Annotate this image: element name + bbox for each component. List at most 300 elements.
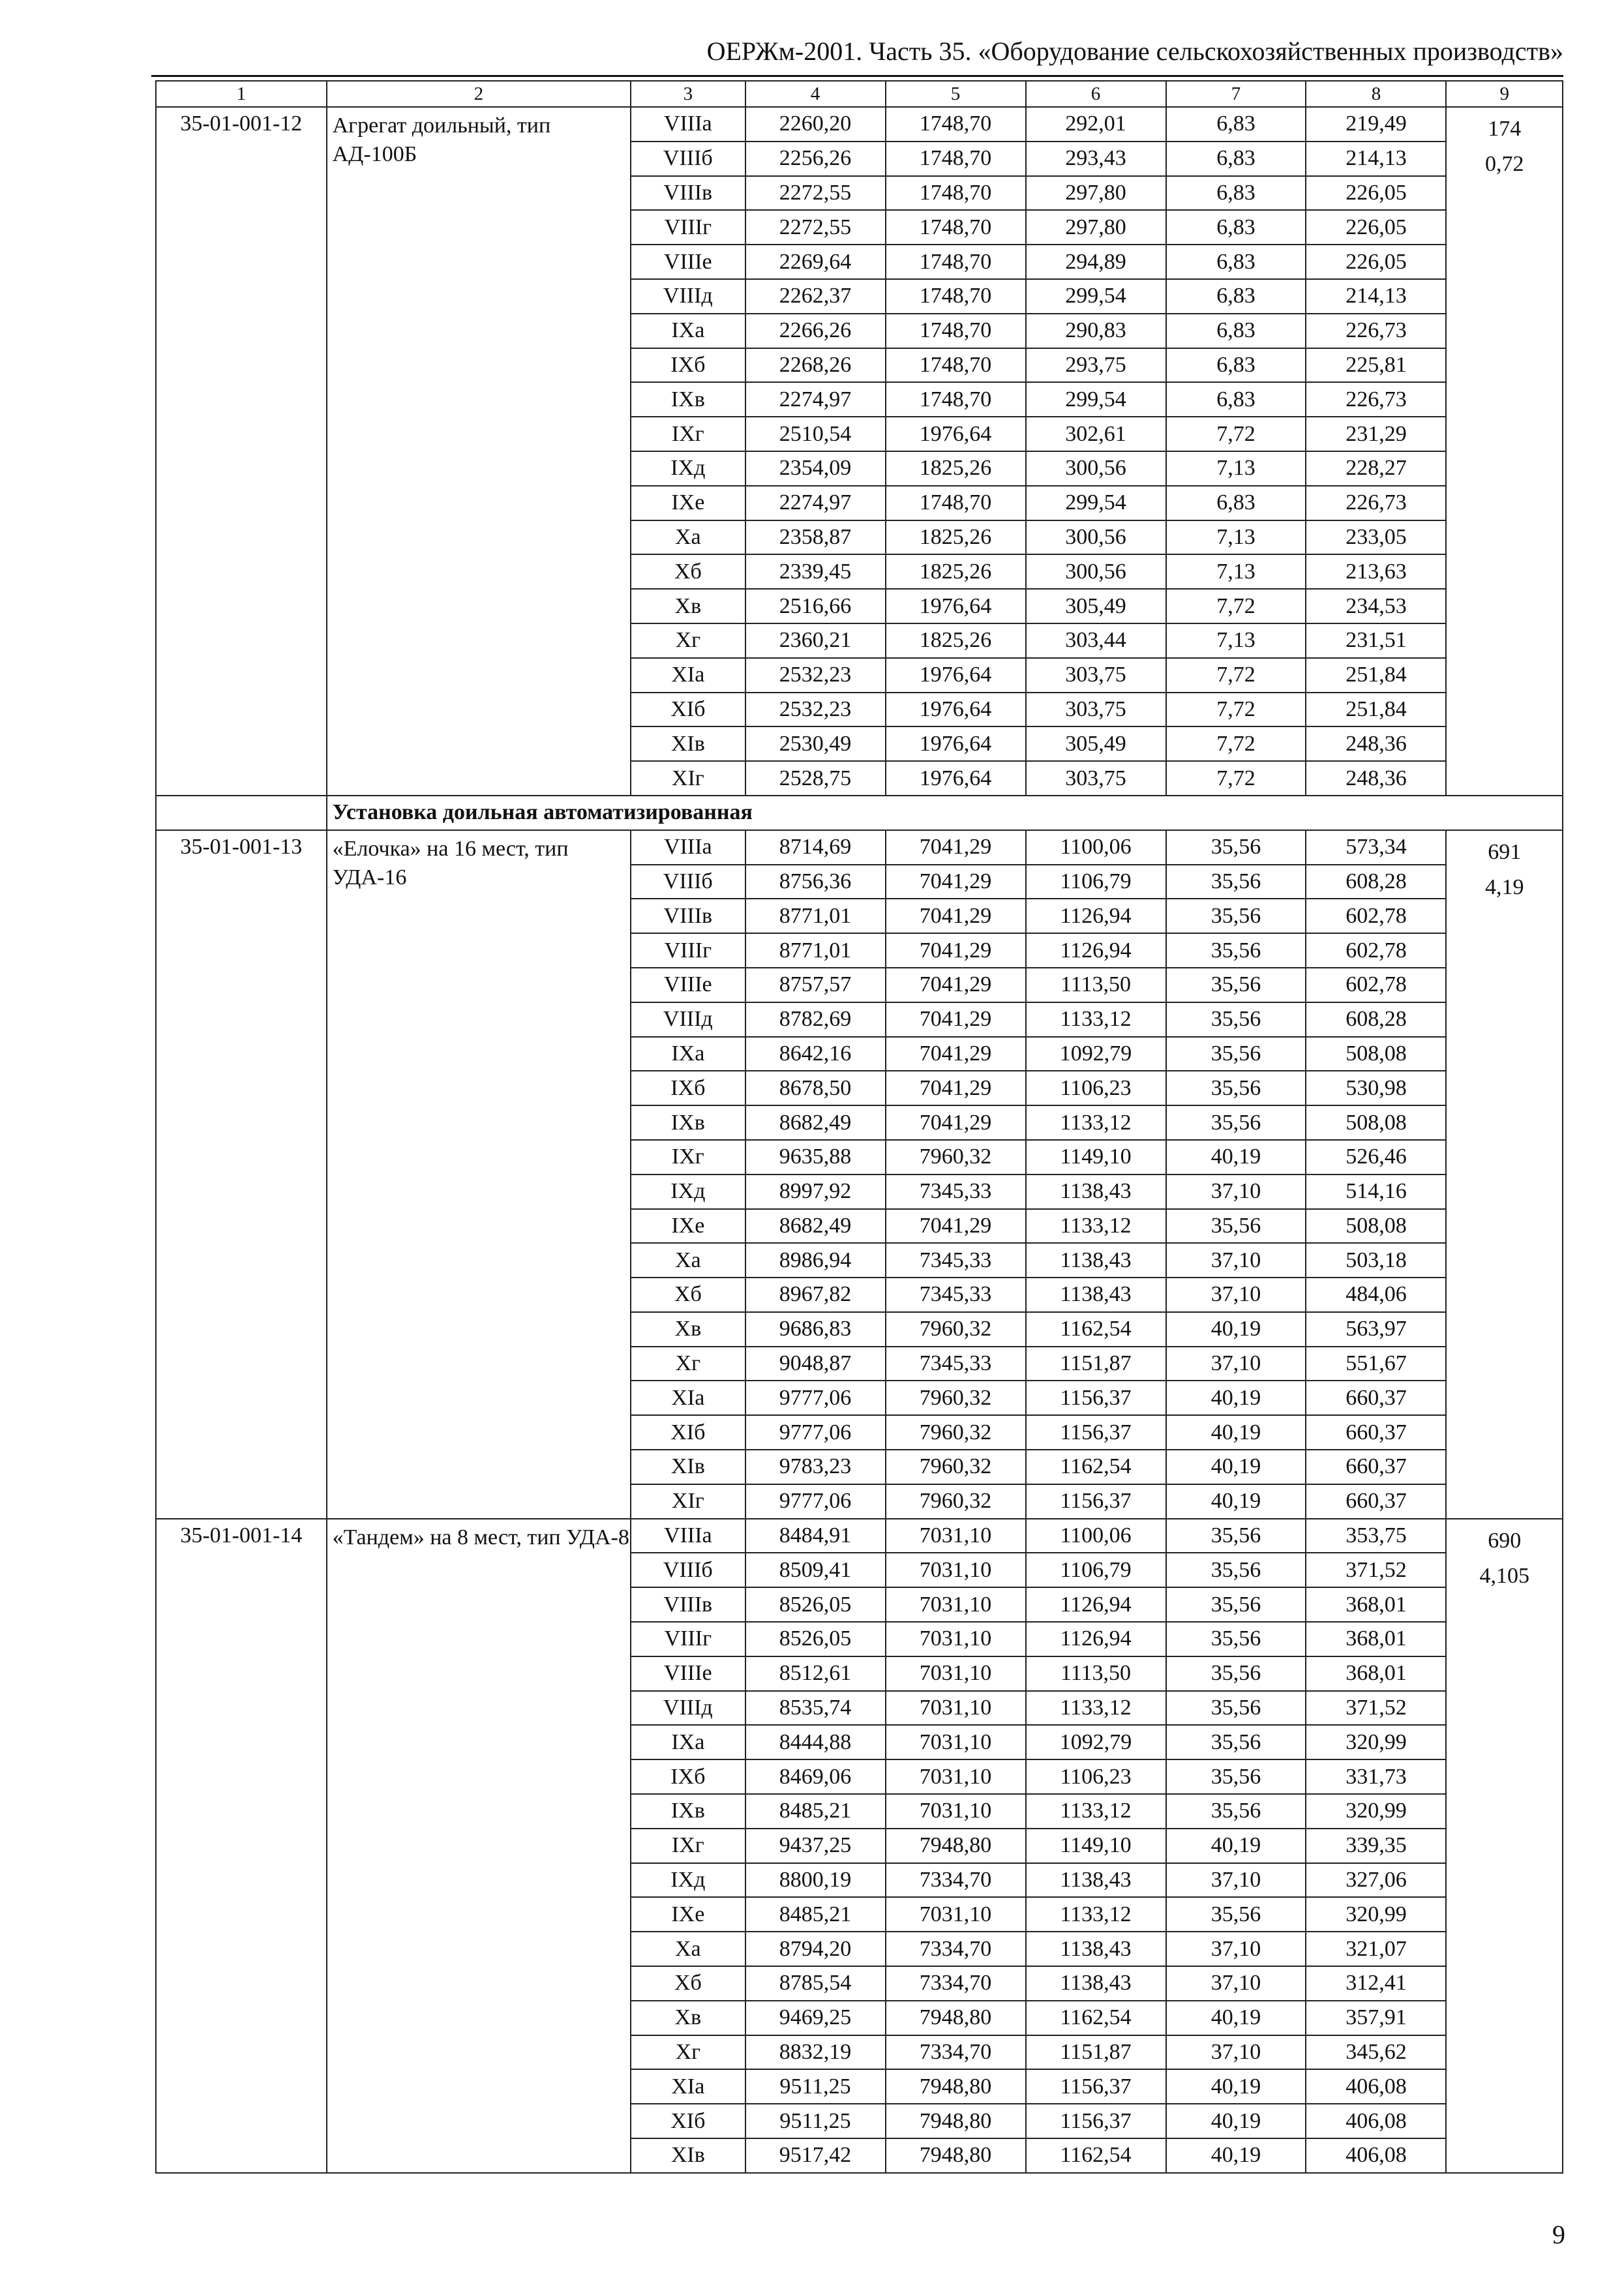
materials: 226,73 bbox=[1306, 486, 1446, 520]
wages: 7334,70 bbox=[886, 1966, 1026, 2001]
column-number: 1 bbox=[156, 81, 327, 107]
machinist-wages: 40,19 bbox=[1166, 2104, 1306, 2138]
total-cost: 9437,25 bbox=[745, 1829, 886, 1863]
wages: 7031,10 bbox=[886, 1656, 1026, 1691]
region-code: IXа bbox=[631, 1037, 745, 1071]
materials: 226,05 bbox=[1306, 176, 1446, 211]
materials: 228,27 bbox=[1306, 451, 1446, 486]
rates-table bbox=[155, 80, 1563, 2174]
total-cost: 2532,23 bbox=[745, 658, 886, 693]
region-code: Xб bbox=[631, 1278, 745, 1312]
wages: 1748,70 bbox=[886, 107, 1026, 142]
wages: 1976,64 bbox=[886, 761, 1026, 796]
wages: 7948,80 bbox=[886, 2069, 1026, 2104]
machine-operation: 293,75 bbox=[1026, 348, 1166, 383]
materials: 320,99 bbox=[1306, 1725, 1446, 1759]
machine-operation: 292,01 bbox=[1026, 107, 1166, 142]
materials: 234,53 bbox=[1306, 589, 1446, 623]
region-code: VIIIг bbox=[631, 1622, 745, 1656]
region-code: VIIIа bbox=[631, 107, 745, 142]
machine-operation: 299,54 bbox=[1026, 486, 1166, 520]
wages: 7031,10 bbox=[886, 1897, 1026, 1932]
total-cost: 8642,16 bbox=[745, 1037, 886, 1071]
machine-operation: 1138,43 bbox=[1026, 1174, 1166, 1209]
wages: 1976,64 bbox=[886, 726, 1026, 761]
total-cost: 2360,21 bbox=[745, 623, 886, 658]
machine-operation: 293,43 bbox=[1026, 142, 1166, 176]
machine-operation: 1133,12 bbox=[1026, 1794, 1166, 1829]
wages: 7041,29 bbox=[886, 1105, 1026, 1140]
wages: 7031,10 bbox=[886, 1794, 1026, 1829]
wages: 1825,26 bbox=[886, 623, 1026, 658]
machinist-wages: 40,19 bbox=[1166, 1829, 1306, 1863]
total-cost: 9783,23 bbox=[745, 1450, 886, 1484]
materials: 320,99 bbox=[1306, 1794, 1446, 1829]
wages: 7031,10 bbox=[886, 1587, 1026, 1622]
region-code: XIв bbox=[631, 726, 745, 761]
wages: 1825,26 bbox=[886, 520, 1026, 555]
machine-operation: 1138,43 bbox=[1026, 1966, 1166, 2001]
machine-operation: 297,80 bbox=[1026, 176, 1166, 211]
total-cost: 9635,88 bbox=[745, 1140, 886, 1174]
region-code: IXе bbox=[631, 1897, 745, 1932]
materials: 312,41 bbox=[1306, 1966, 1446, 2001]
machinist-wages: 35,56 bbox=[1166, 1037, 1306, 1071]
total-cost: 8509,41 bbox=[745, 1553, 886, 1587]
item-name: «Елочка» на 16 мест, тип УДА-16 bbox=[327, 830, 631, 1519]
machinist-wages: 35,56 bbox=[1166, 1691, 1306, 1726]
wages: 7345,33 bbox=[886, 1278, 1026, 1312]
header-rule bbox=[151, 75, 1563, 77]
machinist-wages: 35,56 bbox=[1166, 1725, 1306, 1759]
region-code: IXб bbox=[631, 1759, 745, 1794]
total-cost: 8771,01 bbox=[745, 933, 886, 968]
machine-operation: 305,49 bbox=[1026, 726, 1166, 761]
total-cost: 8771,01 bbox=[745, 899, 886, 933]
region-code: XIв bbox=[631, 2138, 745, 2173]
materials: 231,29 bbox=[1306, 417, 1446, 451]
total-cost: 2532,23 bbox=[745, 693, 886, 727]
machine-operation: 290,83 bbox=[1026, 314, 1166, 348]
total-cost: 2516,66 bbox=[745, 589, 886, 623]
total-cost: 8485,21 bbox=[745, 1897, 886, 1932]
region-code: VIIIб bbox=[631, 142, 745, 176]
machinist-wages: 6,83 bbox=[1166, 245, 1306, 279]
machine-operation: 1156,37 bbox=[1026, 2069, 1166, 2104]
section-row bbox=[156, 796, 1563, 830]
machinist-wages: 35,56 bbox=[1166, 933, 1306, 968]
machine-operation: 1151,87 bbox=[1026, 1347, 1166, 1381]
page-number: 9 bbox=[1552, 2220, 1565, 2249]
machinist-wages: 6,83 bbox=[1166, 176, 1306, 211]
machine-operation: 300,56 bbox=[1026, 554, 1166, 589]
wages: 1748,70 bbox=[886, 314, 1026, 348]
wages: 1748,70 bbox=[886, 210, 1026, 245]
wages: 7334,70 bbox=[886, 2035, 1026, 2070]
machine-operation: 1092,79 bbox=[1026, 1037, 1166, 1071]
total-cost: 2274,97 bbox=[745, 486, 886, 520]
region-code: IXв bbox=[631, 1105, 745, 1140]
machinist-wages: 35,56 bbox=[1166, 1071, 1306, 1105]
machinist-wages: 40,19 bbox=[1166, 1312, 1306, 1347]
item-mass: 174 bbox=[1488, 117, 1522, 141]
materials: 608,28 bbox=[1306, 865, 1446, 899]
machine-operation: 1133,12 bbox=[1026, 1002, 1166, 1037]
wages: 7345,33 bbox=[886, 1243, 1026, 1278]
materials: 331,73 bbox=[1306, 1759, 1446, 1794]
wages: 7345,33 bbox=[886, 1174, 1026, 1209]
region-code: Xг bbox=[631, 2035, 745, 2070]
machine-operation: 303,44 bbox=[1026, 623, 1166, 658]
total-cost: 8469,06 bbox=[745, 1759, 886, 1794]
materials: 321,07 bbox=[1306, 1932, 1446, 1966]
machine-operation: 1126,94 bbox=[1026, 1622, 1166, 1656]
machinist-wages: 35,56 bbox=[1166, 1209, 1306, 1244]
wages: 7031,10 bbox=[886, 1519, 1026, 1553]
wages: 7948,80 bbox=[886, 2138, 1026, 2173]
machinist-wages: 35,56 bbox=[1166, 1656, 1306, 1691]
section-title: Установка доильная автоматизированная bbox=[327, 796, 1563, 830]
region-code: VIIIб bbox=[631, 1553, 745, 1587]
wages: 7031,10 bbox=[886, 1759, 1026, 1794]
machine-operation: 297,80 bbox=[1026, 210, 1166, 245]
total-cost: 9777,06 bbox=[745, 1415, 886, 1450]
region-code: Xг bbox=[631, 1347, 745, 1381]
total-cost: 8484,91 bbox=[745, 1519, 886, 1553]
wages: 7960,32 bbox=[886, 1140, 1026, 1174]
region-code: IXв bbox=[631, 1794, 745, 1829]
total-cost: 8526,05 bbox=[745, 1622, 886, 1656]
machinist-wages: 35,56 bbox=[1166, 1002, 1306, 1037]
wages: 7031,10 bbox=[886, 1622, 1026, 1656]
machine-operation: 1138,43 bbox=[1026, 1932, 1166, 1966]
machine-operation: 299,54 bbox=[1026, 279, 1166, 314]
machinist-wages: 37,10 bbox=[1166, 1347, 1306, 1381]
wages: 7031,10 bbox=[886, 1691, 1026, 1726]
region-code: XIб bbox=[631, 2104, 745, 2138]
total-cost: 8756,36 bbox=[745, 865, 886, 899]
materials: 371,52 bbox=[1306, 1691, 1446, 1726]
total-cost: 2269,64 bbox=[745, 245, 886, 279]
region-code: IXа bbox=[631, 1725, 745, 1759]
region-code: VIIIа bbox=[631, 830, 745, 865]
total-cost: 9686,83 bbox=[745, 1312, 886, 1347]
machinist-wages: 40,19 bbox=[1166, 2069, 1306, 2104]
machinist-wages: 6,83 bbox=[1166, 210, 1306, 245]
machine-operation: 1156,37 bbox=[1026, 1381, 1166, 1415]
wages: 1748,70 bbox=[886, 382, 1026, 417]
machine-operation: 1162,54 bbox=[1026, 2001, 1166, 2035]
materials: 251,84 bbox=[1306, 693, 1446, 727]
machine-operation: 1126,94 bbox=[1026, 899, 1166, 933]
total-cost: 8794,20 bbox=[745, 1932, 886, 1966]
total-cost: 8757,57 bbox=[745, 968, 886, 1002]
materials: 226,05 bbox=[1306, 210, 1446, 245]
materials: 371,52 bbox=[1306, 1553, 1446, 1587]
materials: 339,35 bbox=[1306, 1829, 1446, 1863]
wages: 1976,64 bbox=[886, 693, 1026, 727]
wages: 1748,70 bbox=[886, 176, 1026, 211]
column-number: 6 bbox=[1026, 81, 1166, 107]
column-number-row bbox=[156, 81, 1563, 107]
machinist-wages: 6,83 bbox=[1166, 142, 1306, 176]
table-row bbox=[156, 1519, 1563, 1553]
materials: 345,62 bbox=[1306, 2035, 1446, 2070]
machine-operation: 1138,43 bbox=[1026, 1243, 1166, 1278]
total-cost: 2510,54 bbox=[745, 417, 886, 451]
total-cost: 2256,26 bbox=[745, 142, 886, 176]
region-code: IXа bbox=[631, 314, 745, 348]
machine-operation: 1113,50 bbox=[1026, 968, 1166, 1002]
machinist-wages: 6,83 bbox=[1166, 348, 1306, 383]
total-cost: 8986,94 bbox=[745, 1243, 886, 1278]
total-cost: 8526,05 bbox=[745, 1587, 886, 1622]
materials: 660,37 bbox=[1306, 1381, 1446, 1415]
materials: 357,91 bbox=[1306, 2001, 1446, 2035]
total-cost: 9511,25 bbox=[745, 2069, 886, 2104]
machinist-wages: 37,10 bbox=[1166, 2035, 1306, 2070]
wages: 7948,80 bbox=[886, 2104, 1026, 2138]
materials: 327,06 bbox=[1306, 1863, 1446, 1898]
region-code: IXб bbox=[631, 1071, 745, 1105]
machinist-wages: 40,19 bbox=[1166, 1415, 1306, 1450]
region-code: VIIIа bbox=[631, 1519, 745, 1553]
materials: 514,16 bbox=[1306, 1174, 1446, 1209]
wages: 1976,64 bbox=[886, 417, 1026, 451]
total-cost: 8800,19 bbox=[745, 1863, 886, 1898]
region-code: VIIIб bbox=[631, 865, 745, 899]
region-code: VIIIе bbox=[631, 1656, 745, 1691]
region-code: Xа bbox=[631, 520, 745, 555]
machinist-wages: 40,19 bbox=[1166, 1381, 1306, 1415]
materials: 214,13 bbox=[1306, 279, 1446, 314]
wages: 7960,32 bbox=[886, 1415, 1026, 1450]
materials: 219,49 bbox=[1306, 107, 1446, 142]
column-number: 3 bbox=[631, 81, 745, 107]
total-cost: 2262,37 bbox=[745, 279, 886, 314]
region-code: IXг bbox=[631, 1829, 745, 1863]
machinist-wages: 37,10 bbox=[1166, 1243, 1306, 1278]
wages: 1976,64 bbox=[886, 589, 1026, 623]
wages: 1825,26 bbox=[886, 554, 1026, 589]
column-number: 7 bbox=[1166, 81, 1306, 107]
materials: 508,08 bbox=[1306, 1105, 1446, 1140]
total-cost: 9048,87 bbox=[745, 1347, 886, 1381]
region-code: VIIIд bbox=[631, 1002, 745, 1037]
materials: 602,78 bbox=[1306, 899, 1446, 933]
machinist-wages: 35,56 bbox=[1166, 1587, 1306, 1622]
materials: 526,46 bbox=[1306, 1140, 1446, 1174]
total-cost: 2272,55 bbox=[745, 176, 886, 211]
total-cost: 9777,06 bbox=[745, 1381, 886, 1415]
machinist-wages: 6,83 bbox=[1166, 279, 1306, 314]
wages: 7031,10 bbox=[886, 1725, 1026, 1759]
region-code: VIIIв bbox=[631, 1587, 745, 1622]
region-code: XIб bbox=[631, 693, 745, 727]
machinist-wages: 37,10 bbox=[1166, 1966, 1306, 2001]
machinist-wages: 35,56 bbox=[1166, 1897, 1306, 1932]
wages: 7334,70 bbox=[886, 1932, 1026, 1966]
machine-operation: 1100,06 bbox=[1026, 830, 1166, 865]
materials: 602,78 bbox=[1306, 933, 1446, 968]
region-code: VIIIд bbox=[631, 279, 745, 314]
wages: 1976,64 bbox=[886, 658, 1026, 693]
total-cost: 8967,82 bbox=[745, 1278, 886, 1312]
machinist-wages: 7,72 bbox=[1166, 761, 1306, 796]
region-code: Xб bbox=[631, 1966, 745, 2001]
wages: 7041,29 bbox=[886, 1037, 1026, 1071]
machinist-wages: 40,19 bbox=[1166, 1450, 1306, 1484]
region-code: VIIIв bbox=[631, 176, 745, 211]
materials: 368,01 bbox=[1306, 1622, 1446, 1656]
materials: 320,99 bbox=[1306, 1897, 1446, 1932]
materials: 368,01 bbox=[1306, 1656, 1446, 1691]
machinist-wages: 7,13 bbox=[1166, 520, 1306, 555]
column-number: 4 bbox=[745, 81, 886, 107]
wages: 7041,29 bbox=[886, 1002, 1026, 1037]
item-meta bbox=[1446, 830, 1563, 1519]
total-cost: 2530,49 bbox=[745, 726, 886, 761]
wages: 7031,10 bbox=[886, 1553, 1026, 1587]
machinist-wages: 7,72 bbox=[1166, 417, 1306, 451]
wages: 1748,70 bbox=[886, 142, 1026, 176]
total-cost: 2260,20 bbox=[745, 107, 886, 142]
materials: 226,73 bbox=[1306, 382, 1446, 417]
total-cost: 8832,19 bbox=[745, 2035, 886, 2070]
machine-operation: 299,54 bbox=[1026, 382, 1166, 417]
materials: 530,98 bbox=[1306, 1071, 1446, 1105]
total-cost: 2266,26 bbox=[745, 314, 886, 348]
region-code: VIIIе bbox=[631, 968, 745, 1002]
machine-operation: 1133,12 bbox=[1026, 1105, 1166, 1140]
materials: 660,37 bbox=[1306, 1415, 1446, 1450]
total-cost: 8444,88 bbox=[745, 1725, 886, 1759]
region-code: VIIIд bbox=[631, 1691, 745, 1726]
materials: 248,36 bbox=[1306, 761, 1446, 796]
machinist-wages: 37,10 bbox=[1166, 1174, 1306, 1209]
total-cost: 2268,26 bbox=[745, 348, 886, 383]
total-cost: 8785,54 bbox=[745, 1966, 886, 2001]
region-code: VIIIг bbox=[631, 933, 745, 968]
materials: 484,06 bbox=[1306, 1278, 1446, 1312]
total-cost: 2272,55 bbox=[745, 210, 886, 245]
item-meta bbox=[1446, 1519, 1563, 2173]
wages: 7960,32 bbox=[886, 1381, 1026, 1415]
materials: 368,01 bbox=[1306, 1587, 1446, 1622]
item-name: «Тандем» на 8 мест, тип УДА-8 bbox=[327, 1519, 631, 2173]
region-code: Xб bbox=[631, 554, 745, 589]
machinist-wages: 35,56 bbox=[1166, 899, 1306, 933]
machine-operation: 1113,50 bbox=[1026, 1656, 1166, 1691]
machine-operation: 302,61 bbox=[1026, 417, 1166, 451]
wages: 7948,80 bbox=[886, 2001, 1026, 2035]
machinist-wages: 7,72 bbox=[1166, 726, 1306, 761]
section-blank-cell bbox=[156, 796, 327, 830]
region-code: IXб bbox=[631, 348, 745, 383]
total-cost: 2339,45 bbox=[745, 554, 886, 589]
wages: 7345,33 bbox=[886, 1347, 1026, 1381]
region-code: IXд bbox=[631, 1863, 745, 1898]
region-code: IXг bbox=[631, 1140, 745, 1174]
machine-operation: 1162,54 bbox=[1026, 1312, 1166, 1347]
region-code: XIг bbox=[631, 1484, 745, 1519]
machinist-wages: 7,13 bbox=[1166, 623, 1306, 658]
item-meta bbox=[1446, 107, 1563, 796]
machine-operation: 1156,37 bbox=[1026, 1415, 1166, 1450]
machine-operation: 300,56 bbox=[1026, 451, 1166, 486]
region-code: XIа bbox=[631, 658, 745, 693]
region-code: IXд bbox=[631, 451, 745, 486]
wages: 7334,70 bbox=[886, 1863, 1026, 1898]
total-cost: 9511,25 bbox=[745, 2104, 886, 2138]
wages: 1748,70 bbox=[886, 348, 1026, 383]
item-mass: 690 bbox=[1488, 1528, 1522, 1553]
machine-operation: 1149,10 bbox=[1026, 1140, 1166, 1174]
region-code: Xв bbox=[631, 589, 745, 623]
machinist-wages: 35,56 bbox=[1166, 830, 1306, 865]
machine-operation: 1092,79 bbox=[1026, 1725, 1166, 1759]
wages: 1748,70 bbox=[886, 486, 1026, 520]
item-code: 35-01-001-14 bbox=[156, 1519, 327, 2173]
machinist-wages: 6,83 bbox=[1166, 382, 1306, 417]
total-cost: 8714,69 bbox=[745, 830, 886, 865]
machinist-wages: 7,72 bbox=[1166, 693, 1306, 727]
region-code: XIа bbox=[631, 1381, 745, 1415]
machinist-wages: 7,13 bbox=[1166, 554, 1306, 589]
total-cost: 8682,49 bbox=[745, 1209, 886, 1244]
materials: 660,37 bbox=[1306, 1484, 1446, 1519]
total-cost: 2274,97 bbox=[745, 382, 886, 417]
wages: 7960,32 bbox=[886, 1484, 1026, 1519]
machinist-wages: 40,19 bbox=[1166, 1484, 1306, 1519]
machine-operation: 1106,79 bbox=[1026, 865, 1166, 899]
materials: 226,73 bbox=[1306, 314, 1446, 348]
machine-operation: 303,75 bbox=[1026, 693, 1166, 727]
machinist-wages: 6,83 bbox=[1166, 107, 1306, 142]
machine-operation: 1106,79 bbox=[1026, 1553, 1166, 1587]
machine-operation: 300,56 bbox=[1026, 520, 1166, 555]
machine-operation: 1133,12 bbox=[1026, 1897, 1166, 1932]
materials: 573,34 bbox=[1306, 830, 1446, 865]
wages: 7041,29 bbox=[886, 899, 1026, 933]
column-number: 8 bbox=[1306, 81, 1446, 107]
table-row bbox=[156, 107, 1563, 142]
machinist-wages: 35,56 bbox=[1166, 1622, 1306, 1656]
machine-operation: 1106,23 bbox=[1026, 1071, 1166, 1105]
total-cost: 8535,74 bbox=[745, 1691, 886, 1726]
machinist-wages: 35,56 bbox=[1166, 1105, 1306, 1140]
region-code: VIIIв bbox=[631, 899, 745, 933]
machine-operation: 1133,12 bbox=[1026, 1691, 1166, 1726]
machinist-wages: 40,19 bbox=[1166, 2138, 1306, 2173]
materials: 353,75 bbox=[1306, 1519, 1446, 1553]
materials: 213,63 bbox=[1306, 554, 1446, 589]
column-number: 9 bbox=[1446, 81, 1563, 107]
materials: 608,28 bbox=[1306, 1002, 1446, 1037]
materials: 251,84 bbox=[1306, 658, 1446, 693]
machinist-wages: 35,56 bbox=[1166, 1519, 1306, 1553]
machinist-wages: 37,10 bbox=[1166, 1278, 1306, 1312]
materials: 406,08 bbox=[1306, 2104, 1446, 2138]
machinist-wages: 35,56 bbox=[1166, 865, 1306, 899]
wages: 7948,80 bbox=[886, 1829, 1026, 1863]
item-coefficient: 0,72 bbox=[1484, 152, 1524, 176]
materials: 225,81 bbox=[1306, 348, 1446, 383]
machine-operation: 1133,12 bbox=[1026, 1209, 1166, 1244]
machine-operation: 1156,37 bbox=[1026, 1484, 1166, 1519]
machine-operation: 305,49 bbox=[1026, 589, 1166, 623]
machine-operation: 303,75 bbox=[1026, 658, 1166, 693]
